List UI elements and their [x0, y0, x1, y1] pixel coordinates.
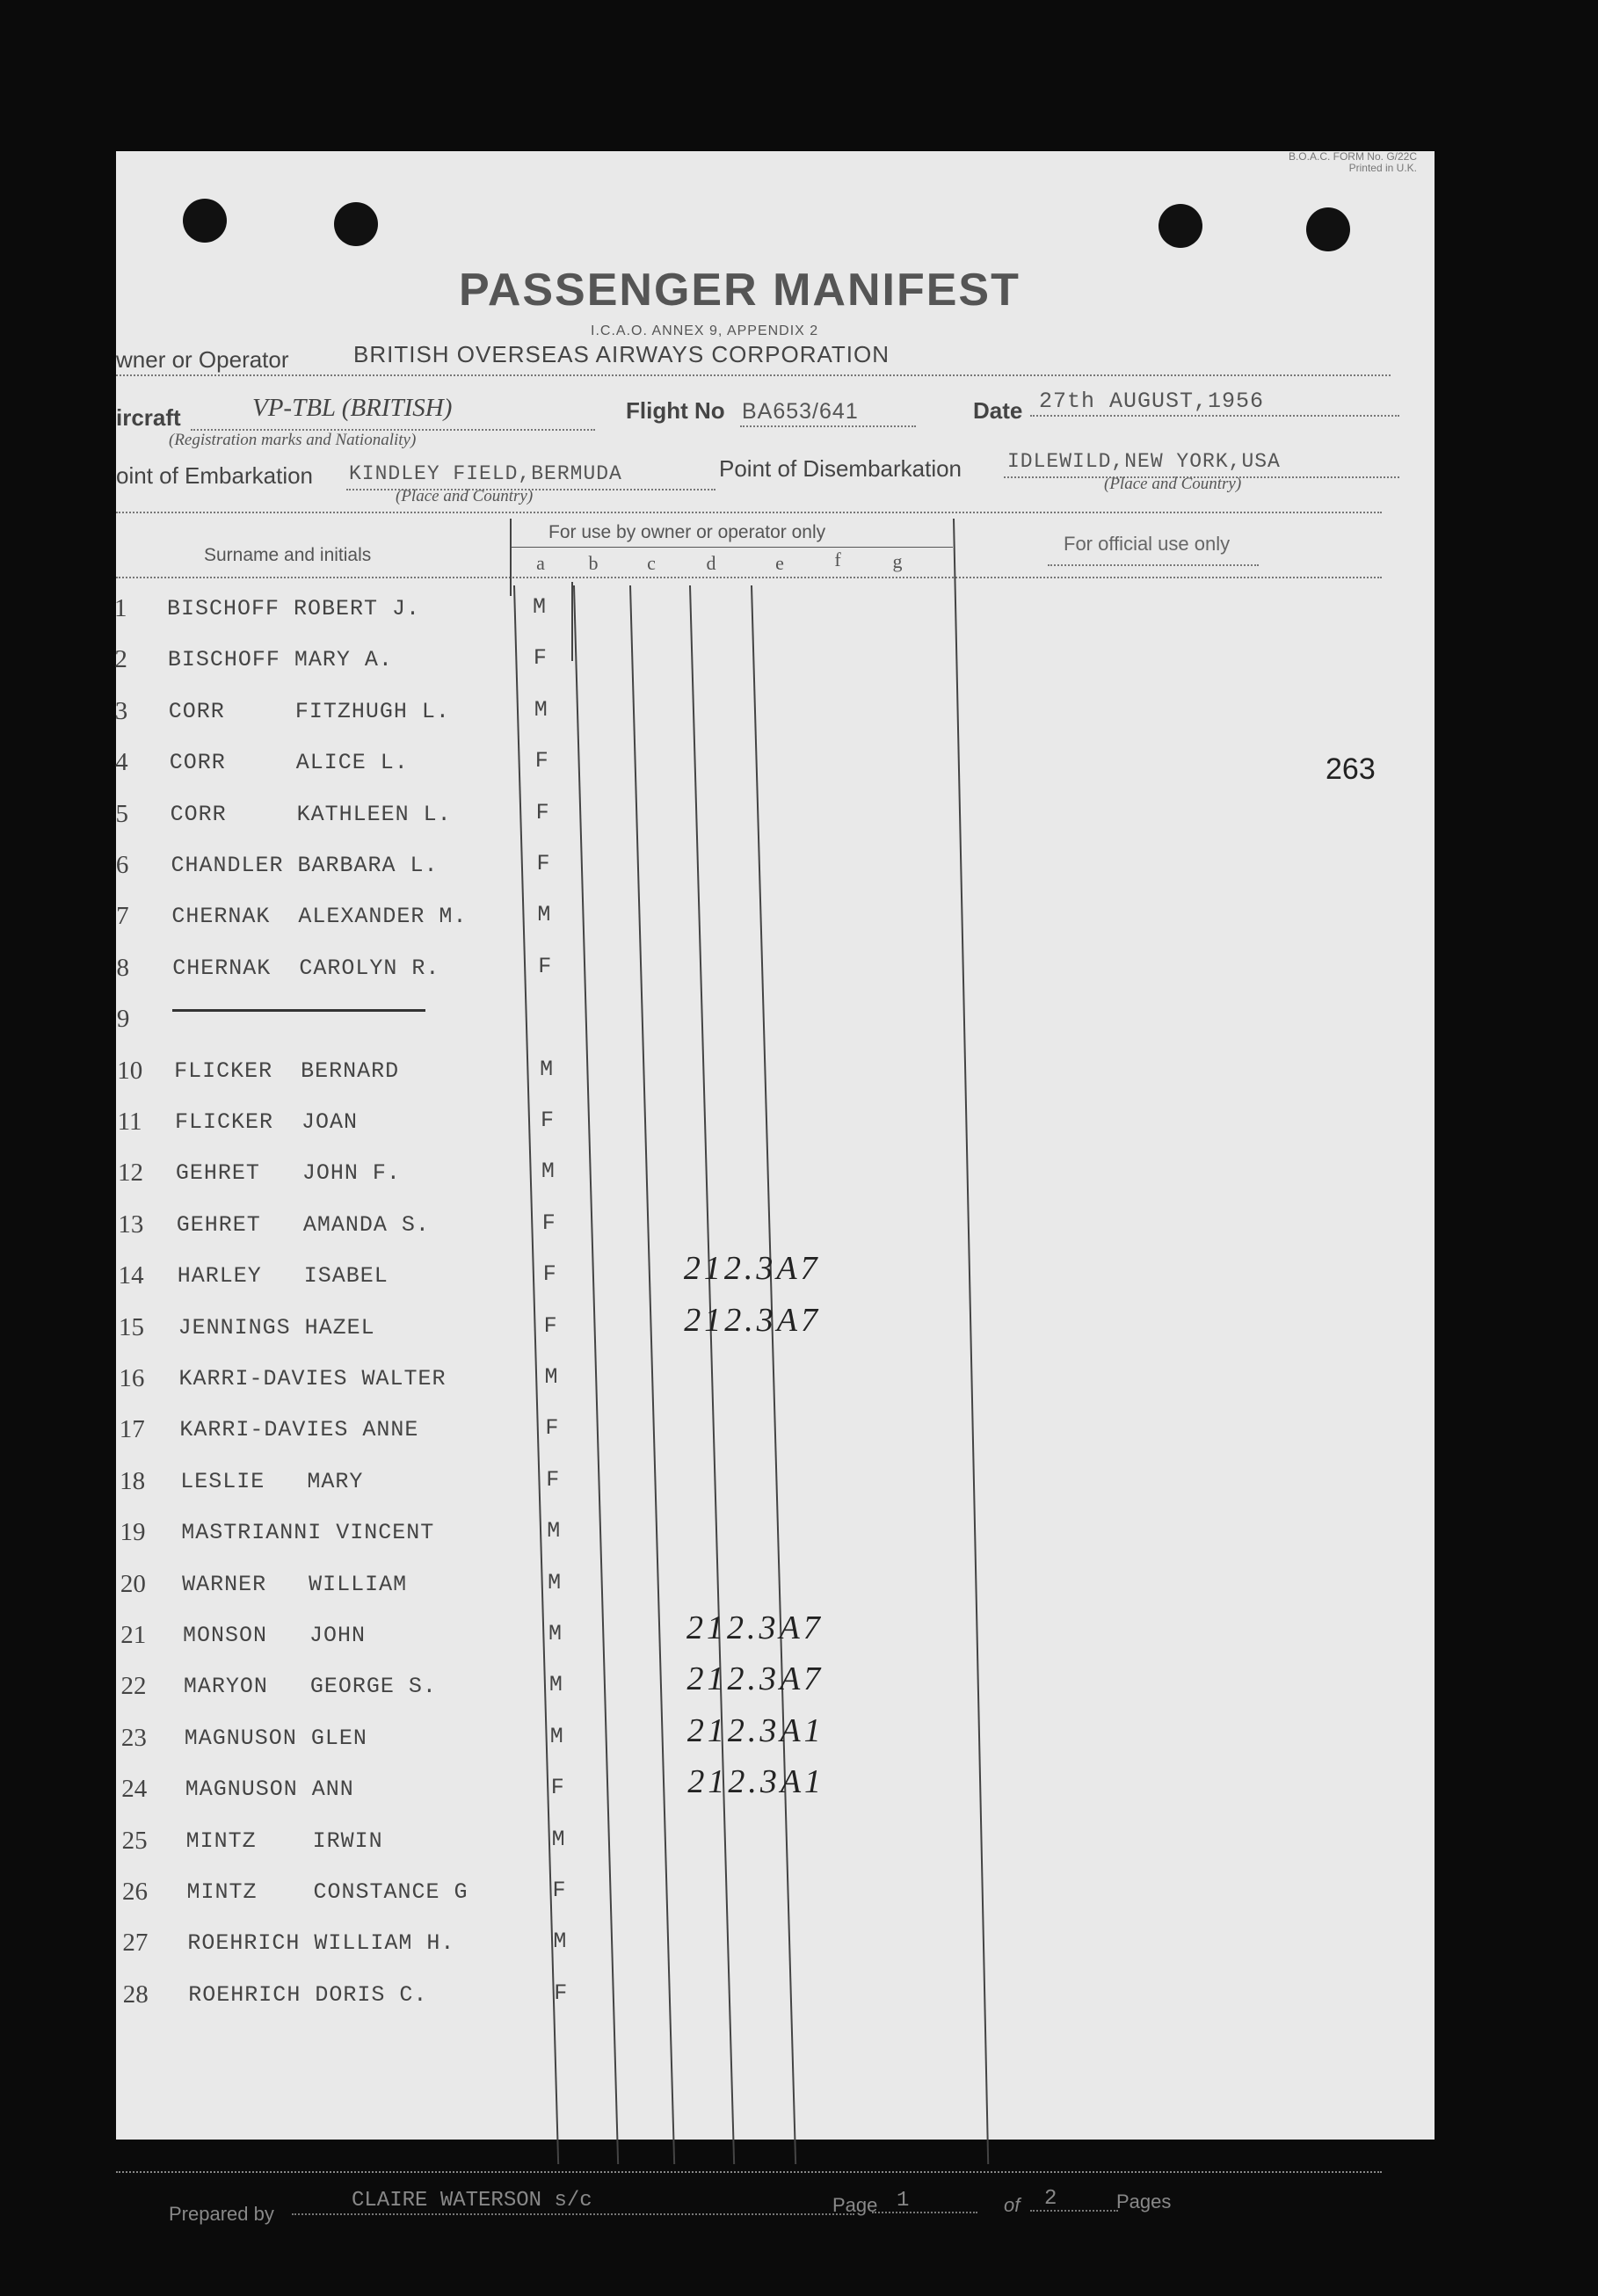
- column-header-a: a: [536, 552, 545, 574]
- passenger-sex: M: [537, 902, 551, 927]
- passenger-name: CHANDLER BARBARA L.: [171, 853, 439, 878]
- passenger-name: CHERNAK CAROLYN R.: [172, 955, 440, 981]
- row-number: 14: [118, 1261, 144, 1290]
- official-use-header: For official use only: [1064, 533, 1231, 555]
- row-number: 16: [119, 1364, 145, 1392]
- column-header-b: b: [588, 552, 599, 574]
- passenger-name: FLICKER BERNARD: [174, 1058, 400, 1084]
- column-header-rule: [116, 577, 1382, 578]
- passenger-name: CORR FITZHUGH L.: [168, 699, 450, 724]
- row-number: 27: [122, 1929, 149, 1957]
- column-header-c: c: [647, 552, 656, 574]
- surname-column-header: Surname and initials: [204, 545, 372, 565]
- aircraft-label: ircraft: [116, 404, 181, 431]
- row-number: 13: [118, 1210, 144, 1239]
- passenger-sex: F: [536, 851, 550, 876]
- handwritten-code: 212.3A1: [687, 1763, 825, 1800]
- of-label: of: [1004, 2194, 1021, 2216]
- row-number: 5: [115, 800, 128, 828]
- flight-no-label: Flight No: [626, 397, 725, 424]
- passenger-name: HARLEY ISABEL: [177, 1263, 389, 1289]
- passenger-sex: M: [544, 1364, 558, 1390]
- column-divider: [953, 519, 989, 2164]
- passenger-name: MASTRIANNI VINCENT: [181, 1520, 435, 1545]
- passenger-sex: M: [534, 697, 548, 723]
- page-title: PASSENGER MANIFEST: [459, 265, 1021, 316]
- row-number: 26: [122, 1878, 148, 1906]
- embarkation-place-hint: (Place and Country): [396, 487, 534, 505]
- row-number: 23: [120, 1724, 147, 1752]
- passenger-sex: F: [534, 748, 548, 774]
- passenger-sex: F: [550, 1775, 564, 1800]
- passenger-name: GEHRET JOHN F.: [175, 1160, 401, 1186]
- passenger-sex: M: [548, 1672, 563, 1697]
- prepared-by-rule: [292, 2213, 854, 2215]
- page-subtitle: I.C.A.O. ANNEX 9, APPENDIX 2: [591, 323, 819, 338]
- form-number: B.O.A.C. FORM No. G/22C: [1288, 150, 1417, 163]
- passenger-name: CHERNAK ALEXANDER M.: [171, 904, 468, 929]
- page-total: 2: [1044, 2187, 1057, 2211]
- prepared-by-value: CLAIRE WATERSON s/c: [352, 2189, 592, 2212]
- passenger-name: GEHRET AMANDA S.: [176, 1212, 430, 1238]
- passenger-name: MAGNUSON ANN: [185, 1776, 354, 1802]
- row-number: 19: [120, 1518, 146, 1546]
- passenger-sex: F: [533, 645, 547, 671]
- passenger-sex: M: [549, 1724, 563, 1749]
- flight-no-rule: [740, 425, 916, 427]
- row-number: 4: [115, 748, 128, 776]
- column-header-f: f: [834, 549, 841, 570]
- passenger-name: CORR KATHLEEN L.: [170, 802, 452, 827]
- passenger-name: KARRI-DAVIES ANNE: [179, 1417, 419, 1442]
- page-rule: [872, 2212, 977, 2213]
- passenger-name: KARRI-DAVIES WALTER: [178, 1366, 447, 1391]
- passenger-name: MONSON JOHN: [183, 1623, 367, 1648]
- date-label: Date: [973, 397, 1023, 424]
- printed-in: Printed in U.K.: [1348, 162, 1417, 174]
- disembarkation-place-hint: (Place and Country): [1104, 475, 1242, 493]
- row-number: 1: [114, 594, 127, 622]
- for-use-header: For use by owner or operator only: [548, 522, 826, 542]
- passenger-sex: M: [541, 1159, 555, 1184]
- row-number: 8: [116, 954, 130, 982]
- passenger-name: MAGNUSON GLEN: [184, 1726, 367, 1751]
- page-label: Page: [832, 2194, 878, 2216]
- row-number: 25: [121, 1827, 148, 1855]
- pages-label: Pages: [1116, 2191, 1172, 2212]
- disembarkation-label: Point of Disembarkation: [719, 455, 962, 482]
- row-number: 2: [114, 645, 127, 673]
- column-divider: [629, 585, 675, 2164]
- handwritten-code: 212.3A7: [686, 1660, 824, 1697]
- row-number: 21: [120, 1621, 147, 1649]
- owner-label: wner or Operator: [116, 346, 289, 373]
- row-number: 15: [119, 1313, 145, 1341]
- punch-hole: [334, 202, 378, 246]
- passenger-sex: M: [540, 1057, 554, 1082]
- passenger-sex: M: [533, 594, 547, 620]
- column-divider: [751, 585, 796, 2164]
- handwritten-code: 212.3A7: [684, 1302, 822, 1339]
- punch-hole: [183, 199, 227, 243]
- embarkation-label: oint of Embarkation: [116, 462, 314, 489]
- column-header-g: g: [892, 550, 903, 572]
- column-header-d: d: [706, 552, 716, 574]
- header-rule: [116, 512, 1382, 513]
- row-number: 12: [117, 1159, 143, 1187]
- passenger-sex: F: [535, 800, 549, 825]
- page-reference-number: 263: [1326, 752, 1376, 786]
- official-rule: [1048, 564, 1259, 566]
- passenger-sex: F: [552, 1878, 566, 1903]
- passenger-sex: M: [553, 1929, 567, 1954]
- row-number: 3: [114, 697, 128, 725]
- column-divider: [689, 585, 735, 2164]
- passenger-name: ROEHRICH WILLIAM H.: [187, 1930, 455, 1956]
- passenger-sex: M: [548, 1621, 563, 1646]
- owner-rule: [116, 374, 1391, 376]
- handwritten-code: 212.3A7: [683, 1250, 821, 1287]
- passenger-sex: F: [541, 1210, 556, 1236]
- passenger-sex: M: [551, 1827, 565, 1852]
- passenger-name: FLICKER JOAN: [175, 1109, 359, 1135]
- passenger-name: LESLIE MARY: [180, 1469, 364, 1494]
- passenger-name: BISCHOFF ROBERT J.: [167, 596, 421, 621]
- disembarkation-value: IDLEWILD,NEW YORK,USA: [1007, 450, 1281, 473]
- passenger-sex: F: [538, 954, 552, 979]
- row-number: 28: [122, 1980, 149, 2009]
- flight-no-value: BA653/641: [742, 399, 859, 424]
- registration-hint: (Registration marks and Nationality): [169, 431, 417, 449]
- punch-hole: [1159, 204, 1202, 248]
- row-number: 17: [119, 1415, 145, 1443]
- passenger-name: MINTZ IRWIN: [185, 1828, 383, 1854]
- of-rule: [1030, 2210, 1118, 2212]
- row-number: 11: [117, 1108, 142, 1136]
- passenger-sex: M: [547, 1518, 561, 1544]
- passenger-sex: F: [554, 1980, 568, 2006]
- row-number: 20: [120, 1570, 146, 1598]
- passenger-name: BISCHOFF MARY A.: [167, 647, 393, 672]
- form-number-block: [1171, 151, 1417, 174]
- date-value: 27th AUGUST,1956: [1039, 389, 1265, 414]
- punch-hole: [1306, 207, 1350, 251]
- row-number: 10: [117, 1057, 143, 1085]
- passenger-sex: F: [541, 1108, 555, 1133]
- passenger-name: MARYON GEORGE S.: [183, 1674, 437, 1699]
- for-use-underline: [510, 547, 953, 548]
- table-bottom-rule: [116, 2171, 1382, 2173]
- row-number: 22: [120, 1672, 147, 1700]
- aircraft-value: VP-TBL (BRITISH): [252, 394, 453, 422]
- date-rule: [1030, 415, 1399, 417]
- row-number: 24: [121, 1775, 148, 1803]
- embarkation-value: KINDLEY FIELD,BERMUDA: [349, 462, 622, 485]
- handwritten-code: 212.3A7: [686, 1609, 824, 1646]
- row-number: 6: [115, 851, 129, 879]
- row-number: 18: [120, 1467, 146, 1495]
- row-number: 9: [116, 1005, 130, 1033]
- passenger-sex: F: [542, 1261, 556, 1287]
- passenger-name: JENNINGS HAZEL: [178, 1315, 375, 1341]
- row-9-strikethrough: [172, 1009, 425, 1012]
- passenger-name: MINTZ CONSTANCE G: [186, 1879, 469, 1905]
- handwritten-code: 212.3A1: [686, 1712, 824, 1749]
- manifest-sheet: [114, 150, 1435, 2225]
- column-divider: [573, 585, 619, 2164]
- passenger-name: CORR ALICE L.: [169, 750, 409, 775]
- passenger-name: WARNER WILLIAM: [182, 1572, 408, 1597]
- column-header-e: e: [775, 552, 784, 574]
- prepared-by-label: Prepared by: [169, 2203, 274, 2225]
- passenger-sex: M: [548, 1570, 562, 1595]
- passenger-sex: F: [546, 1467, 560, 1493]
- row-number: 7: [116, 902, 129, 930]
- owner-value: BRITISH OVERSEAS AIRWAYS CORPORATION: [353, 341, 890, 367]
- passenger-sex: F: [543, 1313, 557, 1339]
- page-number: 1: [897, 2189, 910, 2212]
- passenger-sex: F: [545, 1415, 559, 1441]
- column-divider: [510, 519, 512, 596]
- passenger-name: ROEHRICH DORIS C.: [188, 1982, 428, 2008]
